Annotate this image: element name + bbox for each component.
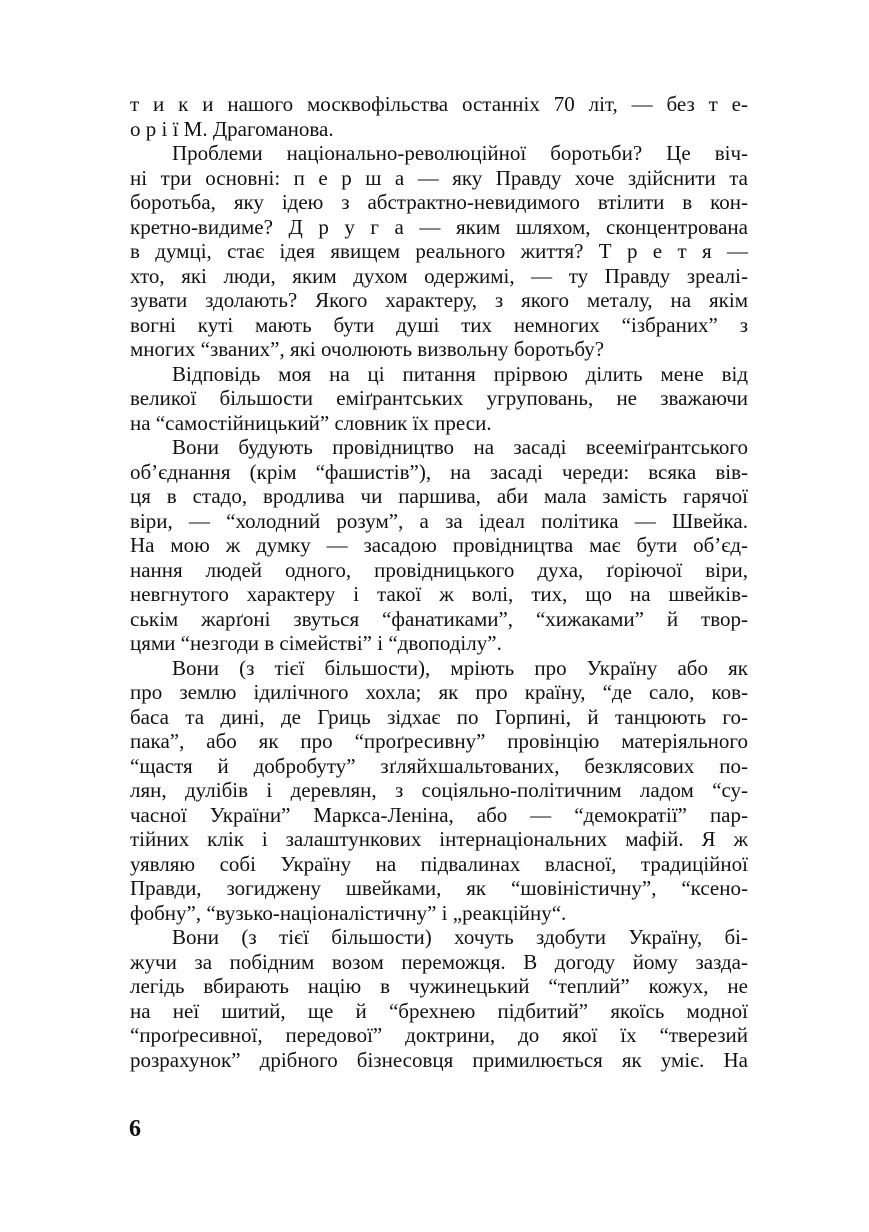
- text-line: на неї шитий, ще й “брехнею підбитий” якоїсь модної: [130, 998, 748, 1023]
- text-line: ськім жарґоні звуться “фанатиками”, “хижаками” й твор-: [130, 606, 748, 631]
- text-line: о р і ї М. Драгоманова.: [130, 116, 334, 141]
- text-line: невгнутого характеру і такої ж волі, тих, що на швейків-: [130, 582, 748, 606]
- text-line: “щастя й добробуту” зґляйхшальтованих, безклясових по-: [130, 753, 748, 778]
- text-line: Відповідь моя на ці питання прірвою ділить мене від: [172, 361, 748, 386]
- page-number: 6: [129, 1116, 141, 1142]
- text-line: пака”, або як про “проґресивну” провінцію матеріяльного: [130, 729, 748, 753]
- text-line: жучи за побідним возом переможця. В догоду йому зазда-: [130, 949, 748, 974]
- text-line: На мою ж думку — засадою провідництва має бути об’єд-: [130, 533, 748, 557]
- text-line: великої більшости еміґрантських угруповань, не зважаючи: [130, 386, 748, 410]
- paragraph: [130, 92, 748, 141]
- text-line: многих “званих”, які очолюють визвольну боротьбу?: [130, 337, 605, 361]
- body-text: [130, 92, 748, 1072]
- text-line: ні три основні: п е р ш а — яку Правду хоче здійснити та: [130, 165, 748, 190]
- paragraph: [130, 925, 748, 1072]
- text-line: фобну”, “вузько-націоналістичну” і „реакційну“.: [130, 900, 567, 925]
- text-line: в думці, стає ідея явищем реального життя? Т р е т я —: [130, 239, 748, 263]
- text-line: часної України” Маркса-Леніна, або — “демократії” пар-: [130, 802, 748, 827]
- text-line: уявляю собі Україну на підвалинах власної, традиційної: [130, 851, 748, 876]
- text-line: цями “незгоди в сімействі” і “двоподілу”.: [130, 631, 502, 655]
- text-line: зувати здолають? Якого характеру, з якого металу, на якім: [130, 288, 748, 312]
- text-line: т и к и нашого москвофільства останніх 70 літ, — без т е-: [130, 92, 748, 116]
- text-line: лян, дулібів і деревлян, з соціяльно-політичним ладом “су-: [130, 778, 748, 802]
- text-line: тійних клік і залаштункових інтернаціональних мафій. Я ж: [130, 827, 748, 851]
- text-line: Правди, зогиджену швейками, як “шовіністичну”, “ксено-: [130, 876, 748, 900]
- paragraph: [130, 656, 748, 926]
- text-line: на “самостійницький” словник їх преси.: [130, 410, 492, 435]
- text-line: ця в стадо, вродлива чи паршива, аби мала замість гарячої: [130, 484, 748, 508]
- text-line: Проблеми національно-революційної боротьби? Це віч-: [172, 141, 748, 165]
- text-line: про землю ідилічного хохла; як про країну, “де сало, ков-: [130, 680, 748, 704]
- text-line: боротьба, яку ідею з абстрактно-невидимого втілити в кон-: [130, 190, 748, 214]
- paragraph: [130, 435, 748, 656]
- text-line: кретно-видиме? Д р у г а — яким шляхом, сконцентрована: [130, 214, 748, 239]
- paragraph: [130, 141, 748, 362]
- text-line: розрахунок” дрібного бізнесовця примилюється як уміє. На: [130, 1047, 748, 1072]
- text-line: Вони (з тієї більшости) хочуть здобути Україну, бі-: [172, 925, 748, 949]
- text-line: вогні куті мають бути душі тих немногих “ізбраних” з: [130, 312, 748, 337]
- text-line: “проґресивної, передової” доктрини, до якої їх “тверезий: [130, 1023, 748, 1047]
- text-line: Вони будують провідництво на засаді всееміґрантського: [172, 435, 748, 459]
- text-line: віри, — “холодний розум”, а за ідеал політика — Швейка.: [130, 508, 748, 533]
- text-line: нання людей одного, провідницького духа, ґоріючої віри,: [130, 557, 748, 582]
- text-line: баса та дині, де Гриць зідхає по Горпині, й танцюють го-: [130, 704, 748, 729]
- text-line: хто, які люди, яким духом одержимі, — ту Правду зреалі-: [130, 263, 748, 288]
- text-line: легідь вбирають націю в чужинецький “теплий” кожух, не: [130, 974, 748, 998]
- text-line: Вони (з тієї більшости), мріють про Україну або як: [172, 655, 748, 680]
- text-line: об’єднання (крім “фашистів”), на засаді череди: всяка вів-: [130, 459, 748, 484]
- paragraph: [130, 362, 748, 436]
